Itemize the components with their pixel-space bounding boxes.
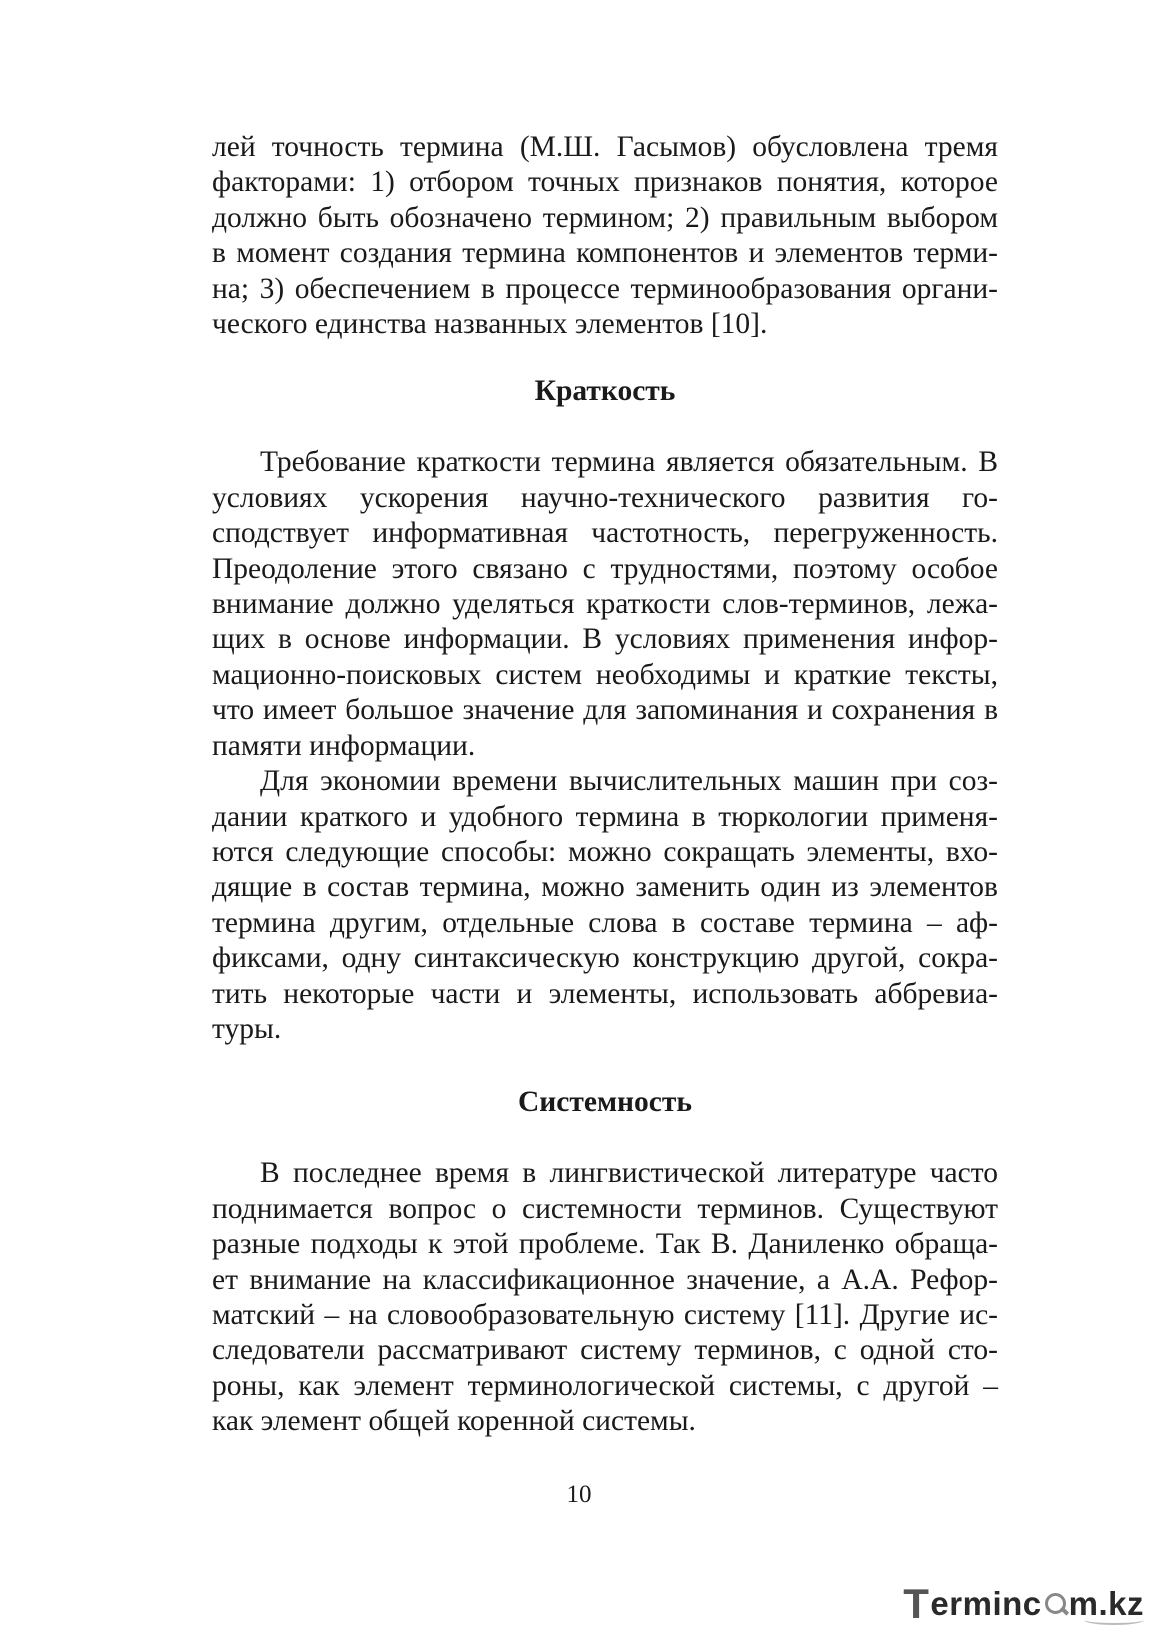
text-line: должно быть обозначено термином; 2) правильным выбором [212,201,998,234]
text-line: тить некоторые части и элементы, использовать аббревиа- [212,977,998,1010]
text-line: матский – на словообразовательную систему [11]. Другие ис- [212,1298,998,1331]
page-number: 10 [566,1481,592,1508]
text-line: В последнее время в лингвистической литературе часто [260,1157,998,1190]
watermark-logo [903,1581,1144,1627]
watermark-text-end: m.kz [1068,1585,1144,1622]
text-line: что имеет большое значение для запоминания и сохранения [212,694,976,727]
text-line: туры. [212,1012,282,1045]
text-line: как элемент общей коренной системы. [212,1405,696,1438]
text-line: следователи рассматривают систему терминов, с одной сто- [212,1334,998,1367]
text-line: мационно-поисковых систем необходимы и краткие тексты, [212,658,998,691]
text-line: внимание должно уделяться краткости слов-терминов, лежа- [212,588,998,621]
swoosh-decoration [1084,1615,1144,1625]
text-line: ет внимание на классификационное значение, а А.А. Рефор- [212,1263,998,1296]
section-heading-brevity: Краткость [534,375,676,408]
text-line: фиксами, одну синтаксическую конструкцию другой, сокра- [212,942,998,975]
text-line: ческого единства названных элементов [10]. [212,308,768,341]
text-line: ются следующие способы: можно сокращать элементы, вхо- [212,835,998,868]
text-line: в памяти информации. [212,694,999,762]
text-line: на; 3) обеспечением в процессе терминообразования органи- [212,272,998,305]
text-line: Для экономии времени вычислительных машин при соз- [260,765,998,798]
text-line: Требование краткости термина является обязательным. [260,446,968,479]
text-line: лей точность термина (М.Ш. Гасымов) обусловлена тремя [212,131,998,163]
section-heading-systematicity: Системность [517,1086,692,1119]
paragraph-4 [212,1156,998,1439]
text-line: в момент создания термина компонентов и элементов терми- [212,237,998,270]
text-line: поднимается вопрос о системности терминов. Существуют [212,1192,998,1225]
text-line: дании краткого и удобного термина в тюркологии применя- [212,800,998,833]
watermark-text-start: erminc [930,1585,1042,1622]
watermark-letter: T [903,1580,930,1627]
page-body [212,130,998,1440]
text-line: сподствует информативная частотность, перегруженность. [212,517,998,550]
paragraph-3 [212,764,998,1047]
text-line: роны, как элемент терминологической системы, с другой – [212,1369,998,1402]
text-line: термина другим, отдельные слова в составе термина – аф- [212,906,998,939]
text-line: Преодоление этого связано с трудностями, поэтому особое [212,552,998,585]
paragraph-2 [212,445,998,764]
text-line: дящие в состав термина, можно заменить один из элементов [212,871,998,904]
text-line: В условиях ускорения научно-технического развития го- [212,446,999,514]
paragraph-1 [212,130,998,342]
text-line: факторами: 1) отбором точных признаков понятия, которое [212,166,998,199]
text-line: разные подходы к этой проблеме. Так В. Даниленко обраща- [212,1228,998,1261]
magnifier-icon [1044,1592,1068,1616]
text-line: щих в основе информации. В условиях применения инфор- [212,623,998,656]
